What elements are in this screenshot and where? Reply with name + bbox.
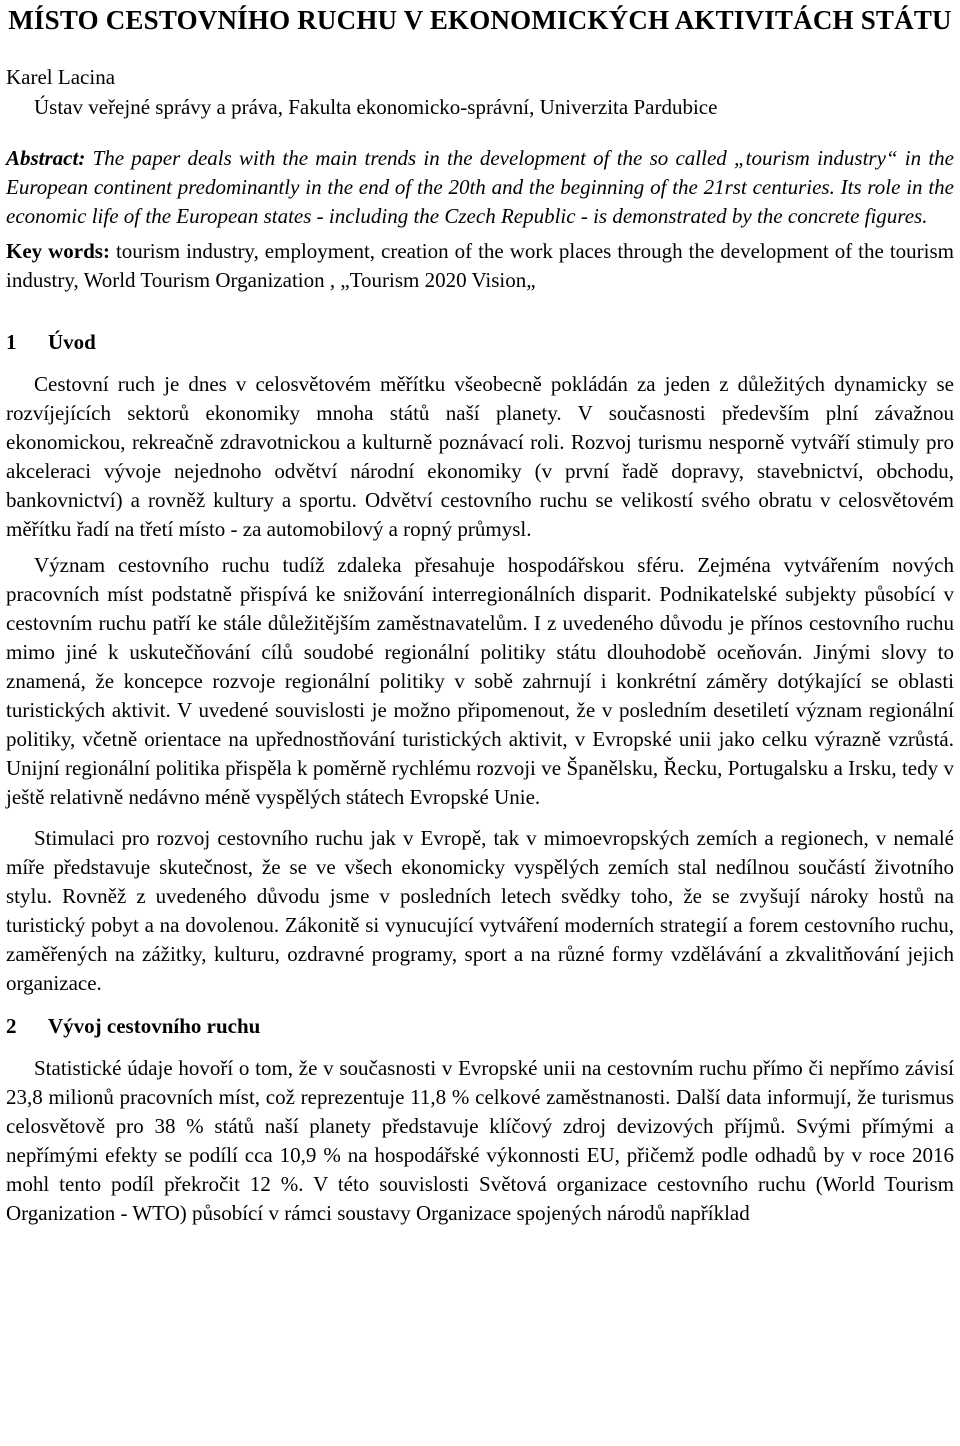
section-title: Vývoj cestovního ruchu: [48, 1014, 261, 1038]
keywords-label: Key words:: [6, 239, 110, 263]
paper-title: MÍSTO CESTOVNÍHO RUCHU V EKONOMICKÝCH AKTIVITÁCH STÁTU: [8, 5, 952, 35]
keywords: [6, 237, 954, 295]
author-affiliation: Ústav veřejné správy a práva, Fakulta ekonomicko-správní, Univerzita Pardubice: [34, 95, 718, 119]
paragraph: Význam cestovního ruchu tudíž zdaleka přesahuje hospodářskou sféru. Zejména vytvářením nových pracovních míst podstatně přispívá ke snižování interregionálních disparit. Podnikatelské subjekty působící v cestovním ruchu patří ke stále důležitějším zaměstnavatelům. I z uvedeného důvodu je přínos cestovního ruchu mimo jiné k uskutečňování cílů soudobé regionální politiky státu dlouhodobě oceňován. Jinými slovy to znamená, že koncepce rozvoje regionální politiky v sobě zahrnují i konkrétní záměry dotýkající se oblasti turistických aktivit. V uvedené souvislosti je možno připomenout, že v posledním desetiletí význam regionální politiky, včetně orientace na upřednostňování turistických aktivit, v Evropské unii jako celku výrazně vzrůstá. Unijní regionální politika přispěla k poměrně rychlému rozvoji ve Španělsku, Řecku, Portugalsku a Irsku, tedy v ještě relativně nedávno méně vyspělých státech Evropské Unie.: [6, 553, 954, 809]
paragraph: Stimulaci pro rozvoj cestovního ruchu jak v Evropě, tak v mimoevropských zemích a regionech, v nemalé míře představuje skutečnost, že se ve všech ekonomicky vyspělých zemích stal nedílnou součástí životního stylu. Rovněž z uvedeného důvodu jsme v posledních letech svědky toho, že se zvyšují nároky hostů na turistický pobyt a na dovolenou. Zákonitě si vynucující vytváření moderních strategií a forem cestovního ruchu, zaměřených na zážitky, kulturu, ozdravné programy, sport a na různé formy vzdělávání a zkvalitňování jejich organizace.: [6, 826, 954, 995]
paragraph: Statistické údaje hovoří o tom, že v současnosti v Evropské unii na cestovním ruchu přímo či nepřímo závisí 23,8 milionů pracovních míst, což reprezentuje 11,8 % celkové zaměstnanosti. Další data informují, že turismus celosvětově pro 38 % států naší planety představuje klíčový zdroj devizových příjmů. Svými přímými a nepřímými efekty se podílí cca 10,9 % na hospodářské výkonnosti EU, přičemž podle odhadů by v roce 2016 mohl tento podíl překročit 12 %. V této souvislosti Světová organizace cestovního ruchu (World Tourism Organization - WTO) působící v rámci soustavy Organizace spojených národů například: [6, 1056, 954, 1225]
section-title: Úvod: [48, 330, 96, 354]
paragraph: Cestovní ruch je dnes v celosvětovém měřítku všeobecně pokládán za jeden z důležitých dynamicky se rozvíjejících sektorů ekonomiky mnoha států naší planety. V současnosti především plní závažnou ekonomickou, rekreačně zdravotnickou a kulturně poznávací roli. Rozvoj turismu nesporně vytváří stimuly pro akceleraci vývoje nejednoho odvětví národní ekonomiky (v první řadě dopravy, stavebnictví, obchodu, bankovnictví) a rovněž kultury a sportu. Odvětví cestovního ruchu se velikostí svého obratu v celosvětovém měřítku řadí na třetí místo - za automobilový a ropný průmysl.: [6, 372, 954, 541]
abstract-label: Abstract:: [6, 146, 86, 170]
section-heading-2: [6, 1012, 954, 1040]
author-name: Karel Lacina: [6, 65, 116, 89]
section-number: 2: [6, 1014, 17, 1038]
document-page: [6, 0, 954, 1232]
keywords-text: tourism industry, employment, creation of the work places through the development of the tourism industry, World Tourism Organization , „Tourism 2020 Vision„: [6, 239, 954, 292]
section-heading-1: [6, 328, 954, 356]
abstract: [6, 144, 954, 231]
abstract-text: The paper deals with the main trends in the development of the so called „tourism industry“ in the European continent predominantly in the end of the 20th and the beginning of the 21rst centuries. Its role in the economic life of the European states - including the Czech Republic - is demonstrated by the concrete figures.: [6, 146, 954, 228]
section-number: 1: [6, 330, 17, 354]
